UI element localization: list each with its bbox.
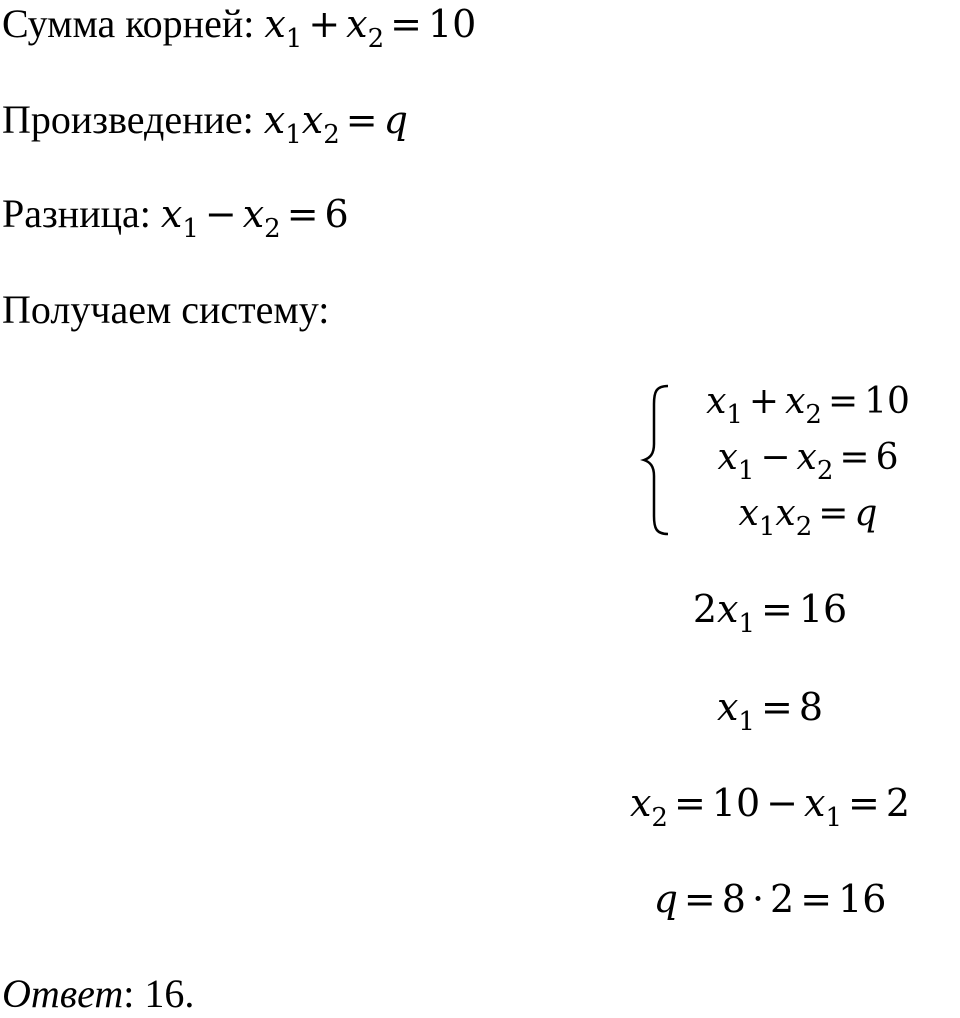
system-intro-line [2, 286, 329, 334]
sum-of-roots-line [2, 0, 477, 54]
difference-label: Разница: [2, 191, 151, 236]
sum-equation: $x_1 + x_2 = 10$ [264, 2, 477, 54]
sum-label: Сумма корней: [2, 1, 255, 46]
answer-line [2, 970, 194, 1018]
answer-label: Ответ [2, 971, 124, 1016]
equation-q: q = 8 · 2 = 16 [653, 877, 887, 921]
equation-system [640, 380, 940, 540]
equation-2x1-16: $2x_1 = 16$ [692, 587, 848, 639]
product-equation: $x_1x_2 = q$ [263, 98, 408, 150]
equation-x1-8: $x_1 = 8$ [716, 685, 823, 737]
system-row-product: $x_1x_2 = q$ [738, 493, 878, 542]
difference-equation: $x_1 - x_2 = 6$ [160, 192, 349, 244]
system-row-difference: $x_1 - x_2 = 6$ [717, 437, 899, 486]
system-row-sum: $x_1 + x_2 = 10$ [706, 381, 910, 430]
product-line [2, 96, 408, 150]
difference-line [2, 190, 349, 244]
answer-value: : 16. [123, 971, 195, 1016]
product-label: Произведение: [2, 97, 254, 142]
system-label: Получаем систему: [2, 287, 330, 332]
equation-x2: $x_2 = 10 - x_1 = 2$ [629, 781, 911, 833]
